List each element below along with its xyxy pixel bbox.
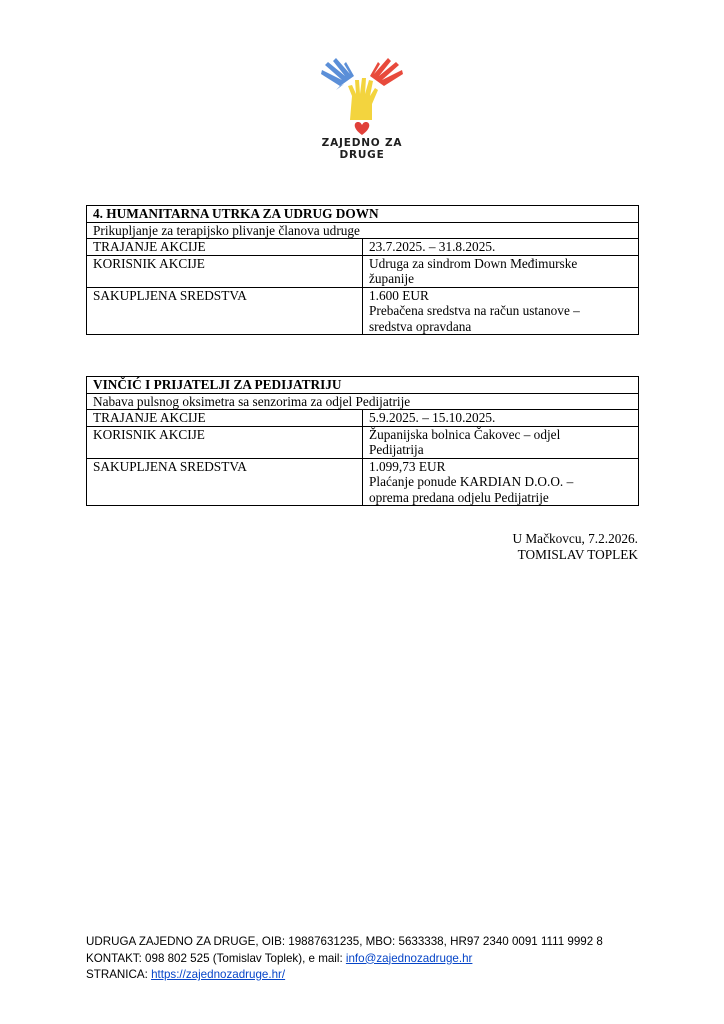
table-row: [87, 458, 639, 506]
footer-contact: [86, 951, 603, 968]
row-value: [363, 255, 639, 287]
email-link[interactable]: info@zajednozadruge.hr: [345, 951, 473, 965]
campaign-description: Nabava pulsnog oksimetra sa senzorima za odjel Pedijatrije: [87, 393, 639, 410]
value-line: Udruga za sindrom Down Međimurske: [369, 255, 578, 271]
contact-label: KONTAKT: 098 802 525 (Tomislav Toplek), e mail:: [86, 951, 346, 965]
table-row: [87, 287, 639, 335]
value-line: županije: [369, 271, 415, 286]
footer-website: [86, 967, 603, 984]
row-label: SAKUPLJENA SREDSTVA: [87, 458, 363, 506]
row-label: KORISNIK AKCIJE: [87, 426, 363, 458]
logo-wordmark: ZAJEDNO ZA DRUGE: [321, 137, 403, 161]
table-row: [87, 410, 639, 427]
red-hand-icon: [370, 58, 403, 86]
row-value: [363, 458, 639, 506]
value-line: 23.7.2025. – 31.8.2025.: [369, 239, 496, 254]
row-value: [363, 426, 639, 458]
row-label: KORISNIK AKCIJE: [87, 255, 363, 287]
campaign-description: Prikupljanje za terapijsko plivanje članova udruge: [87, 222, 639, 239]
website-label: STRANICA:: [86, 968, 152, 981]
place-date: U Mačkovcu, 7.2.2026.: [512, 531, 638, 546]
table-row: [87, 239, 639, 256]
table-row: [87, 255, 639, 287]
value-line: Plaćanje ponude KARDIAN D.O.O. –: [369, 474, 574, 489]
row-label: SAKUPLJENA SREDSTVA: [87, 287, 363, 335]
organization-logo: [300, 40, 424, 161]
value-line: Županijska bolnica Čakovec – odjel: [369, 426, 561, 442]
blue-hand-icon: [321, 58, 354, 90]
value-line: Pedijatrija: [369, 442, 424, 457]
row-value: [363, 239, 639, 256]
signatory-name: TOMISLAV TOPLEK: [517, 546, 638, 562]
heart-icon: [355, 122, 370, 135]
row-label: TRAJANJE AKCIJE: [87, 239, 363, 256]
campaign-title: 4. HUMANITARNA UTRKA ZA UDRUG DOWN: [87, 206, 639, 223]
table-row: [87, 426, 639, 458]
value-line: 1.099,73 EUR: [369, 458, 446, 474]
row-label: TRAJANJE AKCIJE: [87, 410, 363, 427]
campaign-table-1: [86, 205, 639, 335]
value-line: 5.9.2025. – 15.10.2025.: [369, 410, 496, 425]
value-line: Prebačena sredstva na račun ustanove –: [369, 303, 580, 318]
value-line: oprema predana odjelu Pedijatrije: [369, 489, 549, 505]
value-line: 1.600 EUR: [369, 287, 429, 303]
row-value: [363, 287, 639, 335]
footer-registration: UDRUGA ZAJEDNO ZA DRUGE, OIB: 19887631235, MBO: 5633338, HR97 2340 0091 1111 9992 8: [86, 935, 603, 948]
signature-block: [512, 531, 638, 562]
value-line: sredstva opravdana: [369, 318, 472, 334]
row-value: [363, 410, 639, 427]
campaign-title: VINČIĆ I PRIJATELJI ZA PEDIJATRIJU: [87, 377, 639, 394]
hands-heart-logo-icon: [300, 40, 424, 138]
yellow-hand-icon: [348, 78, 378, 120]
campaign-table-2: [86, 376, 639, 506]
footer: [86, 934, 603, 984]
website-link[interactable]: https://zajednozadruge.hr/: [151, 968, 286, 981]
